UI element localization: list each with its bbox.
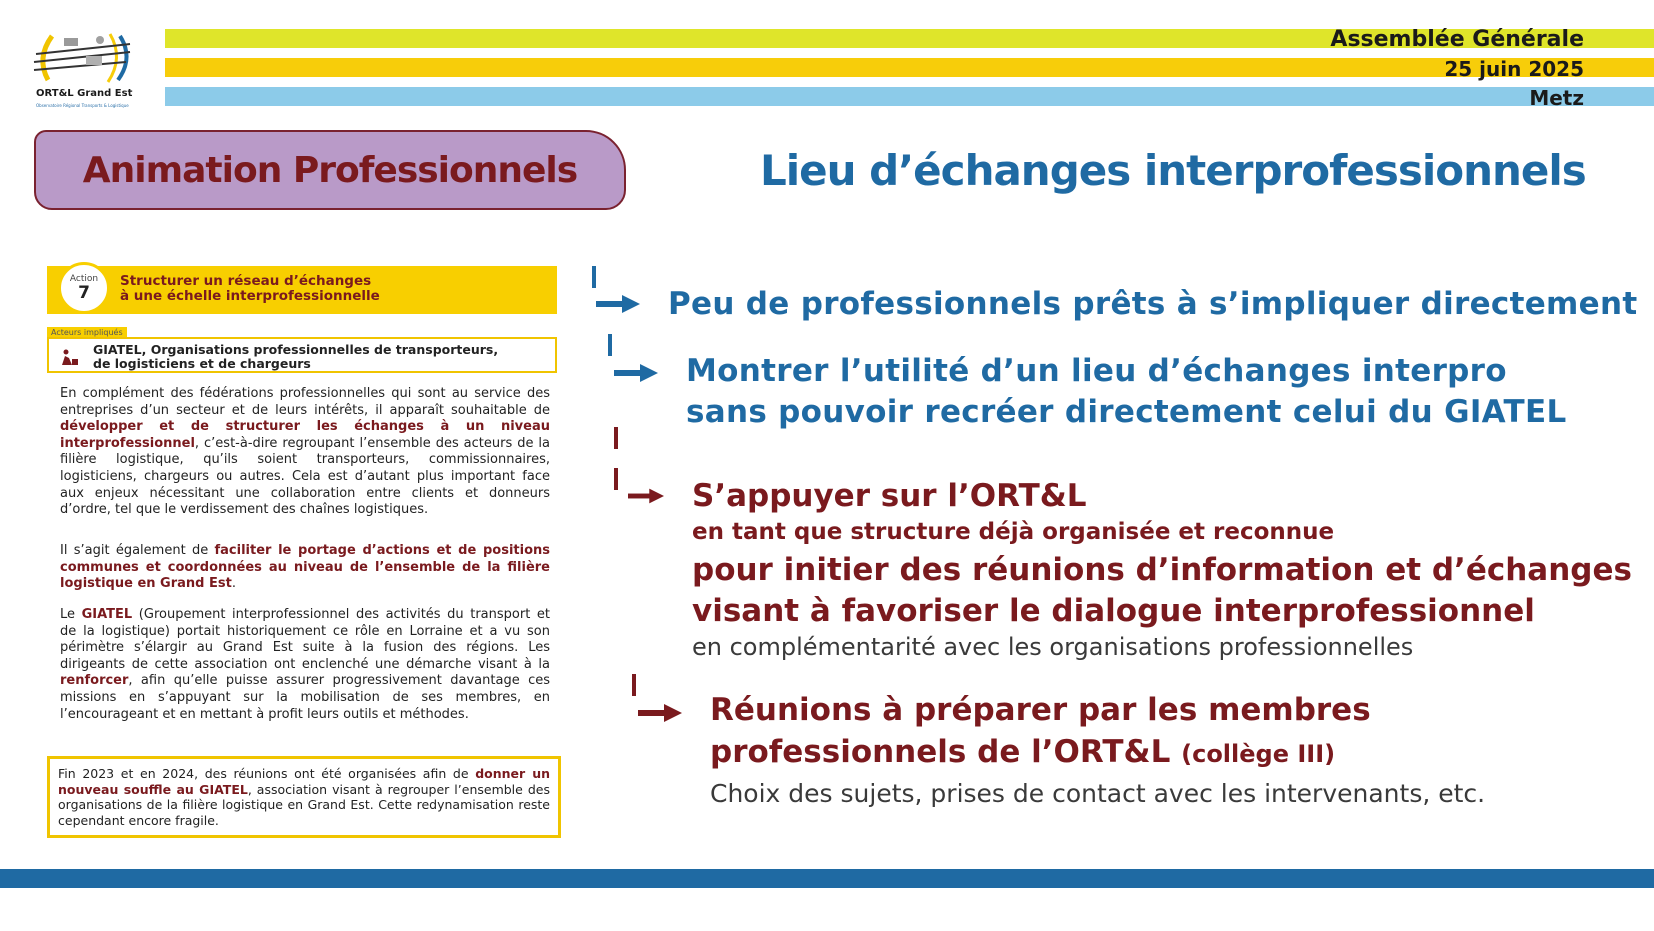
ortl-logo	[30, 28, 140, 112]
logo-name: ORT&L Grand Est	[36, 88, 133, 99]
point-3-line5: en complémentarité avec les organisations professionnelles	[692, 633, 1414, 661]
p3-emphasis-giatel: GIATEL	[81, 607, 133, 622]
action-title	[120, 274, 380, 304]
event-place: Metz	[1529, 86, 1584, 110]
p3-emphasis-renforcer: renforcer	[60, 673, 129, 689]
p3-text-e: , afin qu’elle puisse assurer progressivement davantage ces missions en s’appuyant sur la mobilisation de ses membres, en l’encourageant et en mettant à profit leurs outils et méthodes.	[60, 673, 550, 722]
document-excerpt	[44, 262, 558, 842]
action-number: 7	[78, 283, 90, 303]
section-tab	[34, 130, 626, 210]
logo-emblem-icon	[30, 28, 140, 88]
point-2-line1: Montrer l’utilité d’un lieu d’échanges interpro	[686, 353, 1507, 389]
actors-box	[47, 337, 557, 373]
page-title: Lieu d’échanges interprofessionnels	[760, 146, 1586, 195]
paragraph-3	[60, 607, 550, 723]
point-3-line4: visant à favoriser le dialogue interprofessionnel	[692, 593, 1535, 629]
section-tab-label: Animation Professionnels	[82, 149, 578, 191]
event-title: Assemblée Générale	[1330, 27, 1584, 52]
header-stripe-yellow	[165, 58, 1654, 77]
p2-text-a: Il s’agit également de	[60, 543, 215, 558]
action-title-line2: à une échelle interprofessionnelle	[120, 288, 380, 304]
tick-mark-3b	[614, 468, 618, 490]
point-4-line3: Choix des sujets, prises de contact avec les intervenants, etc.	[710, 779, 1486, 808]
header-stripe-blue	[165, 87, 1654, 106]
tick-mark-3a	[614, 427, 618, 449]
arrow-right-icon	[596, 295, 640, 313]
tick-mark-1	[592, 266, 596, 288]
paragraph-2	[60, 543, 550, 593]
p2-text-c: .	[231, 576, 236, 592]
actors-tag: Acteurs impliqués	[47, 327, 127, 338]
note-box	[47, 756, 561, 838]
event-date: 25 juin 2025	[1444, 57, 1584, 81]
point-4-college: (collège III)	[1181, 740, 1336, 768]
arrow-right-icon	[628, 487, 664, 505]
p3-text-c: (Groupement interprofessionnel des activités du transport et de la logistique) portait historiquement ce rôle en Lorraine et a vu son périmètre s’élargir au Grand Est suite à la fusion des régions. Les dirigeants de cette association ont enclenché une démarche visant à la	[60, 607, 550, 672]
note-emphasis: donner un nouveau souffle au GIATEL	[58, 766, 550, 797]
worker-icon	[59, 349, 79, 365]
tick-mark-2	[608, 334, 612, 356]
tick-mark-4	[632, 674, 636, 696]
action-label: Action	[69, 274, 99, 284]
arrow-right-icon	[614, 364, 658, 382]
point-3-line3: pour initier des réunions d’information et d’échanges	[692, 552, 1632, 588]
point-3-line1: S’appuyer sur l’ORT&L	[692, 478, 1087, 514]
p1-text-c: , c’est-à-dire regroupant l’ensemble des acteurs de la filière logistique, qu’ils soient transporteurs, commissionnaires, logisticiens, chargeurs ou autres. Cela est d’autant plus important face aux enjeux nécessitant une collaboration entre clients et donneurs d’ordre, tel que le verdissement des chaînes logistiques.	[60, 435, 550, 518]
point-4-line1: Réunions à préparer par les membres	[710, 692, 1371, 728]
actors-text	[93, 343, 498, 371]
note-text-a: Fin 2023 et en 2024, des réunions ont été organisées afin de	[58, 766, 476, 781]
footer-bar	[0, 869, 1654, 888]
point-4-line2	[710, 732, 1335, 774]
note-text-c: , association visant à regrouper l’ensemble des organisations de la filière logistique en Grand Est. Cette redynamisation reste cependant encore fragile.	[58, 781, 550, 828]
point-3-line2: en tant que structure déjà organisée et reconnue	[692, 519, 1335, 545]
action-badge	[58, 262, 110, 314]
point-1: Peu de professionnels prêts à s’impliquer directement	[668, 286, 1638, 322]
arrow-right-icon	[638, 704, 682, 722]
p2-emphasis: faciliter le portage d’actions et de positions communes et coordonnées au niveau de l’ensemble de la filière logistique en Grand Est	[60, 543, 550, 592]
logo-subtitle: Observatoire Régional Transports & Logistique	[36, 103, 129, 108]
p1-text-a: En complément des fédérations professionnelles qui sont au service des entreprises d’un secteur et de leurs intérêts, il apparaît souhaitable de	[60, 386, 550, 418]
actors-line1: GIATEL, Organisations professionnelles de transporteurs,	[93, 342, 499, 357]
p3-text-a: Le	[60, 607, 82, 622]
actors-line2: de logisticiens et de chargeurs	[93, 356, 311, 371]
p1-emphasis: développer et de structurer les échanges à un niveau interprofessionnel	[60, 419, 550, 451]
point-4-line2-main: professionnels de l’ORT&L	[710, 734, 1171, 770]
action-title-line1: Structurer un réseau d’échanges	[120, 273, 372, 289]
point-2-line2: sans pouvoir recréer directement celui du GIATEL	[686, 394, 1567, 430]
paragraph-1	[60, 386, 550, 519]
